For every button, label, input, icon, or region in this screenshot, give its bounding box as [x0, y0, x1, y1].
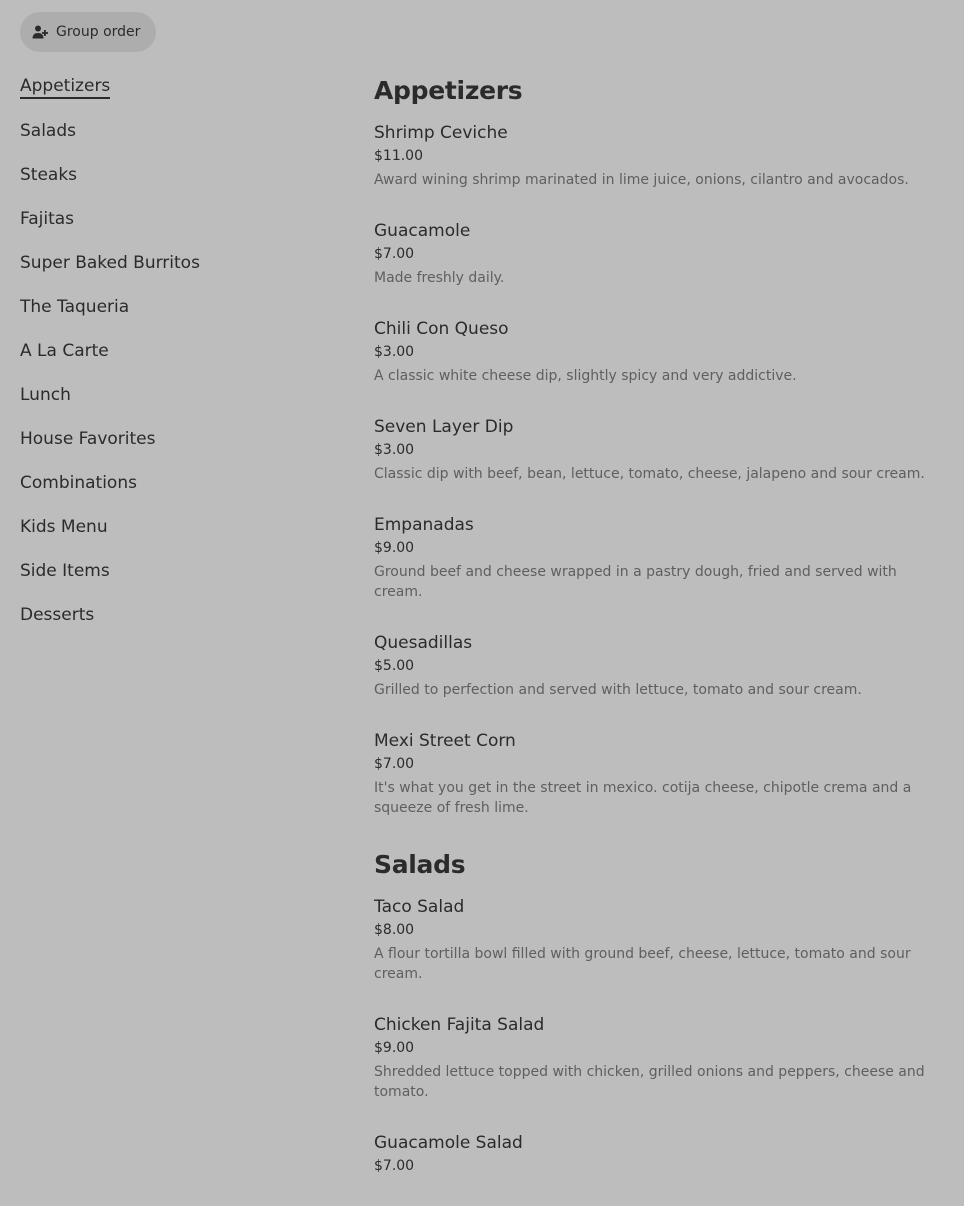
sidebar-item-salads[interactable] — [20, 119, 320, 143]
item-description: Ground beef and cheese wrapped in a pastry dough, fried and served with cream. — [374, 564, 897, 600]
section-title: Salads — [374, 850, 466, 879]
item-price: $9.00 — [374, 540, 415, 556]
item-description: A flour tortilla bowl filled with ground beef, cheese, lettuce, tomato and sour cream. — [374, 946, 911, 982]
menu-item[interactable] — [374, 514, 944, 602]
category-sidebar — [20, 74, 320, 647]
item-name: Empanadas — [374, 515, 474, 535]
item-description: Shredded lettuce topped with chicken, grilled onions and peppers, cheese and tomato. — [374, 1064, 925, 1100]
item-description: Made freshly daily. — [374, 270, 505, 286]
item-price: $9.00 — [374, 1040, 415, 1056]
menu-item[interactable] — [374, 896, 944, 984]
item-price: $7.00 — [374, 246, 415, 262]
sidebar-item-the-taqueria[interactable] — [20, 295, 320, 319]
item-description: It's what you get in the street in mexico. cotija cheese, chipotle crema and a squeeze of fresh lime. — [374, 780, 912, 816]
item-name: Taco Salad — [374, 897, 465, 917]
menu-item[interactable] — [374, 318, 944, 386]
item-price: $3.00 — [374, 344, 415, 360]
sidebar-item-label: Combinations — [20, 473, 137, 493]
item-description: Grilled to perfection and served with lettuce, tomato and sour cream. — [374, 682, 862, 698]
menu-section-appetizers — [374, 74, 944, 818]
sidebar-item-label: Appetizers — [20, 75, 110, 99]
item-price: $7.00 — [374, 756, 415, 772]
menu-item[interactable] — [374, 122, 944, 190]
sidebar-item-label: Salads — [20, 121, 76, 141]
item-name: Mexi Street Corn — [374, 731, 516, 751]
item-description: Classic dip with beef, bean, lettuce, tomato, cheese, jalapeno and sour cream. — [374, 466, 925, 482]
sidebar-item-label: A La Carte — [20, 341, 109, 361]
item-name: Shrimp Ceviche — [374, 123, 508, 143]
group-order-label: Group order — [56, 24, 141, 40]
item-price: $8.00 — [374, 922, 415, 938]
menu-item[interactable] — [374, 1132, 944, 1176]
sidebar-item-label: Desserts — [20, 605, 95, 625]
sidebar-item-label: Fajitas — [20, 209, 75, 229]
item-name: Seven Layer Dip — [374, 417, 514, 437]
menu-item[interactable] — [374, 1014, 944, 1102]
sidebar-item-house-favorites[interactable] — [20, 427, 320, 451]
sidebar-item-label: Steaks — [20, 165, 78, 185]
sidebar-item-label: Lunch — [20, 385, 71, 405]
sidebar-item-appetizers[interactable] — [20, 74, 320, 99]
sidebar-item-super-baked-burritos[interactable] — [20, 251, 320, 275]
sidebar-item-a-la-carte[interactable] — [20, 339, 320, 363]
menu-section-salads — [374, 848, 944, 1176]
menu-item[interactable] — [374, 220, 944, 288]
sidebar-item-desserts[interactable] — [20, 603, 320, 627]
sidebar-item-label: The Taqueria — [20, 297, 130, 317]
item-name: Guacamole Salad — [374, 1133, 523, 1153]
menu-item[interactable] — [374, 416, 944, 484]
menu-item[interactable] — [374, 730, 944, 818]
item-name: Chicken Fajita Salad — [374, 1015, 545, 1035]
sidebar-item-label: Kids Menu — [20, 517, 108, 537]
menu-content — [374, 74, 944, 1206]
sidebar-item-fajitas[interactable] — [20, 207, 320, 231]
sidebar-item-kids-menu[interactable] — [20, 515, 320, 539]
item-description: A classic white cheese dip, slightly spicy and very addictive. — [374, 368, 797, 384]
item-name: Guacamole — [374, 221, 471, 241]
item-name: Chili Con Queso — [374, 319, 509, 339]
sidebar-item-combinations[interactable] — [20, 471, 320, 495]
sidebar-item-label: House Favorites — [20, 429, 156, 449]
sidebar-item-steaks[interactable] — [20, 163, 320, 187]
sidebar-item-label: Side Items — [20, 561, 110, 581]
group-order-button[interactable] — [20, 12, 156, 52]
item-price: $3.00 — [374, 442, 415, 458]
menu-item[interactable] — [374, 632, 944, 700]
item-description: Award wining shrimp marinated in lime juice, onions, cilantro and avocados. — [374, 172, 909, 188]
add-person-icon — [32, 24, 48, 40]
item-price: $7.00 — [374, 1158, 415, 1174]
item-price: $5.00 — [374, 658, 415, 674]
sidebar-item-label: Super Baked Burritos — [20, 253, 200, 273]
sidebar-item-lunch[interactable] — [20, 383, 320, 407]
item-price: $11.00 — [374, 148, 423, 164]
item-name: Quesadillas — [374, 633, 473, 653]
sidebar-item-side-items[interactable] — [20, 559, 320, 583]
section-title: Appetizers — [374, 76, 523, 105]
